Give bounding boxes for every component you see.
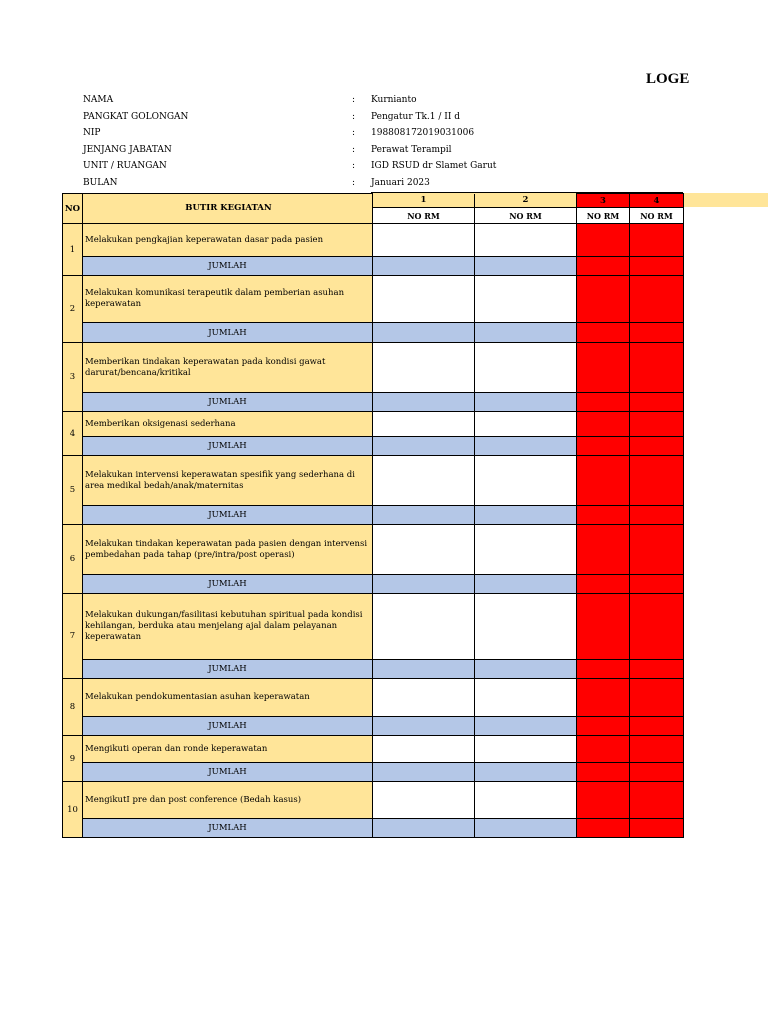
jumlah-cell[interactable]	[577, 323, 630, 343]
jumlah-cell[interactable]	[577, 257, 630, 276]
jumlah-cell[interactable]	[475, 506, 577, 525]
jumlah-cell[interactable]	[577, 819, 630, 838]
header-day: 3	[577, 194, 630, 208]
jumlah-row	[63, 323, 684, 343]
jumlah-cell[interactable]	[373, 323, 475, 343]
jumlah-row	[63, 575, 684, 594]
day-entry-cell[interactable]	[373, 679, 475, 717]
day-entry-cell[interactable]	[577, 782, 630, 819]
day-entry-cell[interactable]	[630, 224, 684, 257]
jumlah-cell[interactable]	[577, 393, 630, 412]
info-value-nip: 198808172019031006	[371, 128, 475, 138]
jumlah-label: JUMLAH	[83, 717, 373, 736]
info-label-bulan: BULAN	[83, 178, 118, 188]
jumlah-row	[63, 717, 684, 736]
day-entry-cell[interactable]	[373, 594, 475, 660]
header-day: 1	[373, 194, 475, 208]
day-entry-cell[interactable]	[630, 736, 684, 763]
day-entry-cell[interactable]	[630, 343, 684, 393]
info-colon: :	[352, 178, 356, 188]
day-entry-cell[interactable]	[577, 525, 630, 575]
jumlah-cell[interactable]	[577, 763, 630, 782]
jumlah-cell[interactable]	[475, 323, 577, 343]
header-butir-kegiatan: BUTIR KEGIATAN	[83, 194, 373, 224]
jumlah-cell[interactable]	[475, 660, 577, 679]
activity-description: Melakukan intervensi keperawatan spesifik yang sederhana di area medikal bedah/anak/maternitas	[83, 456, 373, 506]
header-no: NO	[63, 194, 83, 224]
jumlah-label: JUMLAH	[83, 393, 373, 412]
jumlah-label: JUMLAH	[83, 506, 373, 525]
jumlah-label: JUMLAH	[83, 437, 373, 456]
jumlah-cell[interactable]	[630, 660, 684, 679]
day-entry-cell[interactable]	[373, 782, 475, 819]
jumlah-cell[interactable]	[577, 660, 630, 679]
logbook-table	[62, 193, 684, 838]
activity-description: MengikutI pre dan post conference (Bedah kasus)	[83, 782, 373, 819]
day-entry-cell[interactable]	[373, 736, 475, 763]
jumlah-cell[interactable]	[630, 763, 684, 782]
jumlah-cell[interactable]	[373, 437, 475, 456]
jumlah-cell[interactable]	[475, 257, 577, 276]
jumlah-cell[interactable]	[630, 393, 684, 412]
info-value-unit: IGD RSUD dr Slamet Garut	[371, 161, 497, 171]
day-entry-cell[interactable]	[630, 456, 684, 506]
activity-description: Melakukan pendokumentasian asuhan keperawatan	[83, 679, 373, 717]
day-entry-cell[interactable]	[475, 276, 577, 323]
info-value-bulan: Januari 2023	[371, 178, 430, 188]
header-no-rm: NO RM	[577, 208, 630, 224]
page-title: LOGE	[646, 71, 690, 87]
jumlah-label: JUMLAH	[83, 763, 373, 782]
jumlah-cell[interactable]	[630, 717, 684, 736]
info-label-nama: NAMA	[83, 95, 114, 105]
day-entry-cell[interactable]	[475, 224, 577, 257]
info-label-jenjang: JENJANG JABATAN	[83, 145, 172, 155]
jumlah-cell[interactable]	[630, 323, 684, 343]
jumlah-cell[interactable]	[577, 717, 630, 736]
info-label-unit: UNIT / RUANGAN	[83, 161, 167, 171]
row-number: 6	[63, 525, 83, 594]
day-entry-cell[interactable]	[577, 343, 630, 393]
day-entry-cell[interactable]	[630, 525, 684, 575]
jumlah-row	[63, 506, 684, 525]
row-number: 9	[63, 736, 83, 782]
activity-description: Memberikan oksigenasi sederhana	[83, 412, 373, 437]
jumlah-row	[63, 819, 684, 838]
jumlah-cell[interactable]	[475, 763, 577, 782]
jumlah-cell[interactable]	[475, 575, 577, 594]
day-entry-cell[interactable]	[475, 679, 577, 717]
jumlah-cell[interactable]	[373, 257, 475, 276]
day-entry-cell[interactable]	[373, 525, 475, 575]
jumlah-cell[interactable]	[373, 763, 475, 782]
day-entry-cell[interactable]	[577, 679, 630, 717]
activity-description: Melakukan komunikasi terapeutik dalam pemberian asuhan keperawatan	[83, 276, 373, 323]
activity-row	[63, 594, 684, 660]
info-value-jenjang: Perawat Terampil	[371, 145, 452, 155]
activity-description: Mengikuti operan dan ronde keperawatan	[83, 736, 373, 763]
row-number: 2	[63, 276, 83, 343]
activity-row	[63, 224, 684, 257]
day-entry-cell[interactable]	[630, 782, 684, 819]
jumlah-cell[interactable]	[475, 819, 577, 838]
day-entry-cell[interactable]	[475, 456, 577, 506]
day-entry-cell[interactable]	[475, 525, 577, 575]
header-no-rm: NO RM	[630, 208, 684, 224]
day-entry-cell[interactable]	[373, 412, 475, 437]
jumlah-cell[interactable]	[373, 393, 475, 412]
day-entry-cell[interactable]	[577, 224, 630, 257]
row-number: 1	[63, 224, 83, 276]
jumlah-row	[63, 257, 684, 276]
day-entry-cell[interactable]	[475, 594, 577, 660]
activity-row	[63, 736, 684, 763]
info-colon: :	[352, 112, 356, 122]
day-entry-cell[interactable]	[577, 276, 630, 323]
jumlah-label: JUMLAH	[83, 819, 373, 838]
jumlah-label: JUMLAH	[83, 575, 373, 594]
jumlah-cell[interactable]	[373, 575, 475, 594]
activity-description: Melakukan dukungan/fasilitasi kebutuhan spiritual pada kondisi kehilangan, berduka atau menjelang ajal dalam pelayanan keperawatan	[83, 594, 373, 660]
header-day: 2	[475, 194, 577, 208]
day-entry-cell[interactable]	[373, 456, 475, 506]
info-value-nama: Kurnianto	[371, 95, 417, 105]
day-entry-cell[interactable]	[577, 594, 630, 660]
jumlah-row	[63, 437, 684, 456]
info-value-pangkat: Pengatur Tk.1 / II d	[371, 112, 461, 122]
header-no-rm: NO RM	[475, 208, 577, 224]
jumlah-cell[interactable]	[630, 437, 684, 456]
row-number: 7	[63, 594, 83, 679]
activity-row	[63, 276, 684, 323]
header-band	[683, 193, 768, 207]
day-entry-cell[interactable]	[630, 594, 684, 660]
day-entry-cell[interactable]	[630, 679, 684, 717]
jumlah-label: JUMLAH	[83, 660, 373, 679]
day-entry-cell[interactable]	[373, 276, 475, 323]
activity-row	[63, 456, 684, 506]
day-entry-cell[interactable]	[577, 412, 630, 437]
day-entry-cell[interactable]	[630, 276, 684, 323]
info-colon: :	[352, 95, 356, 105]
jumlah-cell[interactable]	[630, 575, 684, 594]
day-entry-cell[interactable]	[475, 736, 577, 763]
header-no-rm: NO RM	[373, 208, 475, 224]
row-number: 3	[63, 343, 83, 412]
activity-description: Memberikan tindakan keperawatan pada kondisi gawat darurat/bencana/kritikal	[83, 343, 373, 393]
header-day: 4	[630, 194, 684, 208]
activity-row	[63, 782, 684, 819]
jumlah-cell[interactable]	[373, 506, 475, 525]
row-number: 8	[63, 679, 83, 736]
info-colon: :	[352, 145, 356, 155]
activity-description: Melakukan pengkajian keperawatan dasar pada pasien	[83, 224, 373, 257]
jumlah-cell[interactable]	[577, 575, 630, 594]
jumlah-cell[interactable]	[577, 506, 630, 525]
activity-row	[63, 679, 684, 717]
day-entry-cell[interactable]	[577, 456, 630, 506]
day-entry-cell[interactable]	[475, 412, 577, 437]
jumlah-cell[interactable]	[475, 717, 577, 736]
day-entry-cell[interactable]	[475, 782, 577, 819]
jumlah-cell[interactable]	[630, 257, 684, 276]
activity-row	[63, 412, 684, 437]
day-entry-cell[interactable]	[373, 224, 475, 257]
day-entry-cell[interactable]	[630, 412, 684, 437]
activity-description: Melakukan tindakan keperawatan pada pasien dengan intervensi pembedahan pada tahap (pre/intra/post operasi)	[83, 525, 373, 575]
activity-row	[63, 525, 684, 575]
activity-row	[63, 343, 684, 393]
jumlah-row	[63, 660, 684, 679]
info-colon: :	[352, 128, 356, 138]
jumlah-row	[63, 393, 684, 412]
jumlah-cell[interactable]	[475, 393, 577, 412]
day-entry-cell[interactable]	[475, 343, 577, 393]
jumlah-cell[interactable]	[373, 717, 475, 736]
jumlah-cell[interactable]	[475, 437, 577, 456]
row-number: 10	[63, 782, 83, 838]
row-number: 4	[63, 412, 83, 456]
info-colon: :	[352, 161, 356, 171]
jumlah-label: JUMLAH	[83, 257, 373, 276]
jumlah-cell[interactable]	[630, 506, 684, 525]
header-row	[63, 194, 684, 208]
day-entry-cell[interactable]	[577, 736, 630, 763]
info-label-nip: NIP	[83, 128, 101, 138]
jumlah-cell[interactable]	[577, 437, 630, 456]
jumlah-cell[interactable]	[373, 660, 475, 679]
day-entry-cell[interactable]	[373, 343, 475, 393]
row-number: 5	[63, 456, 83, 525]
jumlah-label: JUMLAH	[83, 323, 373, 343]
jumlah-row	[63, 763, 684, 782]
jumlah-cell[interactable]	[373, 819, 475, 838]
jumlah-cell[interactable]	[630, 819, 684, 838]
info-label-pangkat: PANGKAT GOLONGAN	[83, 112, 189, 122]
